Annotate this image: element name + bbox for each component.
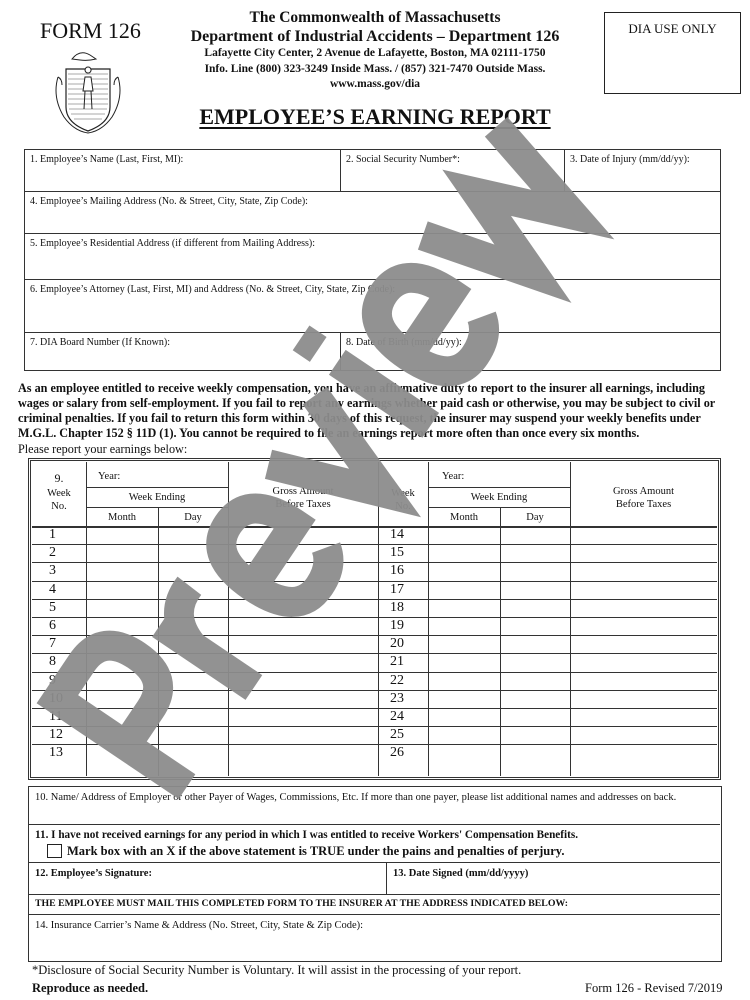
gross-amount-cell[interactable] [571,673,717,690]
week-number: 6 [49,618,56,633]
header-divider [32,526,717,528]
day-cell[interactable] [159,709,228,726]
month-cell[interactable] [429,527,500,544]
week-number: 21 [390,654,404,670]
day-cell[interactable] [501,636,570,653]
week-ending-label-right: Week Ending [470,492,528,503]
month-cell[interactable] [87,673,158,690]
gross-amount-cell[interactable] [229,636,378,653]
no-label: No. [395,501,411,512]
week-number: 17 [390,581,404,597]
report-earnings-instruction: Please report your earnings below: [18,442,188,456]
gross-amount-cell[interactable] [229,709,378,726]
week-ending-divider [428,507,570,508]
day-cell[interactable] [159,654,228,671]
day-cell[interactable] [501,527,570,544]
gross-amount-cell[interactable] [571,582,717,599]
day-cell[interactable] [501,654,570,671]
gross-amount-cell[interactable] [229,727,378,744]
gross-amount-cell[interactable] [571,618,717,635]
column-divider [378,462,379,776]
week-number: 4 [49,581,56,597]
column-divider [428,462,429,776]
week-label: Week [391,488,415,499]
month-cell[interactable] [87,582,158,599]
gross-amount-cell[interactable] [571,545,717,562]
date-of-birth-label: 8. Date of Birth (mm/dd/yy): [346,337,462,348]
week-number: 18 [390,599,404,615]
form-revision: Form 126 - Revised 7/2019 [585,981,723,995]
week-number: 23 [390,690,404,706]
gross-amount-cell[interactable] [229,745,378,776]
month-cell[interactable] [87,745,158,776]
day-cell[interactable] [159,727,228,744]
month-cell[interactable] [429,545,500,562]
employee-signature-field[interactable] [29,863,387,895]
month-cell[interactable] [429,673,500,690]
perjury-checkbox[interactable] [47,844,62,858]
gross-amount-cell[interactable] [229,691,378,708]
gross-amount-cell[interactable] [571,727,717,744]
month-cell[interactable] [87,709,158,726]
form-number: FORM 126 [40,18,141,43]
row-divider [32,617,717,618]
date-of-injury-field[interactable] [565,150,720,192]
row-divider [32,744,717,745]
agency-line-1: The Commonwealth of Massachusetts [249,9,501,26]
month-cell[interactable] [429,691,500,708]
column-divider [228,462,229,776]
dia-board-number-label: 7. DIA Board Number (If Known): [30,337,170,348]
residential-address-field[interactable] [25,234,720,280]
month-day-divider [500,507,501,776]
year-row-divider [86,487,228,488]
month-cell[interactable] [429,727,500,744]
month-cell[interactable] [87,527,158,544]
gross-amount-header-right [570,485,717,511]
day-cell[interactable] [501,618,570,635]
day-cell[interactable] [501,745,570,776]
date-signed-field[interactable] [387,863,720,895]
gross-amount-header-left [228,485,378,511]
insurance-carrier-label: 14. Insurance Carrier’s Name & Address (No. Street, City, State & Zip Code): [35,920,364,931]
row-divider [32,562,717,563]
row-divider [32,726,717,727]
agency-line-2: Department of Industrial Accidents – Department 126 [190,28,560,45]
row-divider [32,672,717,673]
day-cell[interactable] [159,563,228,580]
week-ending-divider [86,507,228,508]
week-number: 3 [49,563,56,579]
day-cell[interactable] [501,691,570,708]
month-label-right: Month [449,512,478,523]
week-label: Week [47,488,71,499]
month-day-divider [158,507,159,776]
week-number: 19 [390,618,404,633]
row-divider [32,708,717,709]
week-number: 10 [49,690,63,706]
month-cell[interactable] [429,745,500,776]
mailing-address-label: 4. Employee’s Mailing Address (No. & Street, City, State, Zip Code): [30,196,308,207]
day-cell[interactable] [159,545,228,562]
employer-signature-section [28,786,722,962]
day-cell[interactable] [159,600,228,617]
gross-amount-cell[interactable] [229,600,378,617]
affirmative-duty-notice: As an employee entitled to receive weekly compensation, you have an affirmative duty to report to the insurer all earnings, including wages or salary from self-employment. If you fail to report any earnings whether paid cash or otherwise, you may be subject to civil or criminal penalties. If you fail to return this form within 30 days of this request, the insurer may suspend your weekly benefits under M.G.L. Chapter 152 § 11D (1). You cannot be required to file an earnings report more often than once every six months. [18,381,715,440]
day-cell[interactable] [501,582,570,599]
month-cell[interactable] [429,709,500,726]
day-cell[interactable] [159,673,228,690]
day-cell[interactable] [159,691,228,708]
attorney-label: 6. Employee’s Attorney (Last, First, MI) and Address (No. & Street, City, State, Zip Code): [30,284,396,295]
year-row-divider [428,487,570,488]
gross-amount-cell[interactable] [229,582,378,599]
section-number: 9. [54,471,64,485]
row-divider [32,690,717,691]
row-divider [32,544,717,545]
gross-amount-cell[interactable] [571,527,717,544]
gross-amount-label: Gross Amount [613,486,674,497]
perjury-checkbox-label: Mark box with an X if the above statement is TRUE under the pains and penalties of perjury. [67,844,565,858]
week-number: 9 [49,672,56,688]
row-divider [32,581,717,582]
week-number: 2 [49,545,56,561]
day-cell[interactable] [501,673,570,690]
week-number: 24 [390,709,404,724]
agency-address: Lafayette City Center, 2 Avenue de Lafayette, Boston, MA 02111-1750 [204,47,546,59]
week-number: 5 [49,599,56,615]
week-number: 11 [49,709,63,724]
gross-amount-cell[interactable] [229,563,378,580]
month-cell[interactable] [87,636,158,653]
month-cell[interactable] [87,654,158,671]
month-cell[interactable] [429,600,500,617]
ssn-disclosure-footnote: *Disclosure of Social Security Number is Voluntary. It will assist in the processing of your report. [32,963,522,977]
month-cell[interactable] [429,563,500,580]
week-number: 16 [390,563,404,579]
mailing-address-field[interactable] [25,192,720,234]
insurance-carrier-field[interactable] [29,915,720,961]
no-label: No. [51,501,67,512]
month-cell[interactable] [87,600,158,617]
week-number: 12 [49,727,63,743]
dia-board-number-field[interactable] [25,333,341,370]
ssn-label: 2. Social Security Number*: [346,154,460,165]
day-cell[interactable] [501,600,570,617]
employer-address-field[interactable] [29,787,720,825]
week-number: 14 [390,527,404,542]
employer-address-label: 10. Name/ Address of Employer or other Payer of Wages, Commissions, Etc. If more than one payer, please list additional names and addresses on back. [35,792,677,803]
day-label-left: Day [184,512,202,523]
date-signed-label: 13. Date Signed (mm/dd/yyyy) [393,868,529,879]
day-cell[interactable] [159,636,228,653]
gross-amount-cell[interactable] [571,691,717,708]
week-no-header-left [36,487,82,513]
month-cell[interactable] [87,727,158,744]
week-number: 20 [390,636,404,652]
perjury-checkbox-row [35,843,714,859]
month-cell[interactable] [87,545,158,562]
before-taxes-label: Before Taxes [615,499,672,510]
gross-amount-cell[interactable] [571,600,717,617]
week-number: 1 [49,527,56,542]
employee-signature-label: 12. Employee’s Signature: [35,868,152,879]
week-number: 22 [390,672,404,688]
gross-amount-cell[interactable] [571,709,717,726]
ssn-field[interactable] [341,150,565,192]
day-cell[interactable] [501,563,570,580]
gross-amount-cell[interactable] [571,745,717,776]
day-cell[interactable] [159,527,228,544]
row-divider [32,635,717,636]
dia-use-only-label: DIA USE ONLY [628,21,717,36]
before-taxes-label: Before Taxes [275,499,331,510]
row-divider [32,653,717,654]
day-cell[interactable] [501,545,570,562]
gross-amount-cell[interactable] [229,527,378,544]
column-divider [570,462,571,776]
employee-name-label: 1. Employee’s Name (Last, First, MI): [30,154,184,165]
month-cell[interactable] [87,618,158,635]
agency-info-line: Info. Line (800) 323-3249 Inside Mass. / (857) 321-7470 Outside Mass. [204,62,546,75]
month-cell[interactable] [87,691,158,708]
week-number: 13 [49,745,63,761]
month-cell[interactable] [429,636,500,653]
day-cell[interactable] [159,745,228,776]
dia-use-only-box [604,12,741,94]
gross-amount-cell[interactable] [571,654,717,671]
column-divider [86,462,87,776]
week-number: 26 [390,745,404,761]
agency-website[interactable]: www.mass.gov/dia [329,78,421,90]
mail-instruction-text: THE EMPLOYEE MUST MAIL THIS COMPLETED FORM TO THE INSURER AT THE ADDRESS INDICATED BELOW: [35,898,568,909]
year-label-right[interactable]: Year: [442,471,465,482]
agency-header [168,8,582,93]
day-cell[interactable] [159,618,228,635]
date-of-birth-field[interactable] [341,333,720,370]
week-no-header-right [378,487,428,513]
day-cell[interactable] [501,727,570,744]
month-cell[interactable] [87,563,158,580]
gross-amount-cell[interactable] [229,618,378,635]
residential-address-label: 5. Employee’s Residential Address (if different from Mailing Address): [30,238,316,249]
month-cell[interactable] [429,618,500,635]
reproduce-note: Reproduce as needed. [32,981,149,995]
massachusetts-seal-icon [50,47,126,139]
week-number: 7 [49,636,56,652]
gross-amount-cell[interactable] [229,545,378,562]
day-cell[interactable] [501,709,570,726]
employee-name-field[interactable] [25,150,341,192]
gross-amount-cell[interactable] [229,673,378,690]
week-number: 8 [49,654,56,670]
attorney-field[interactable] [25,280,720,333]
week-number: 25 [390,727,404,743]
date-of-injury-label: 3. Date of Injury (mm/dd/yy): [570,154,690,165]
no-earnings-text: 11. I have not received earnings for any period in which I was entitled to receive Workers' Compensation Benefits. [35,829,578,841]
year-label-left[interactable]: Year: [98,471,121,482]
gross-amount-cell[interactable] [229,654,378,671]
page-title: EMPLOYEE’S EARNING REPORT [199,104,551,129]
employee-info-section [24,149,721,371]
mail-instruction [29,895,720,915]
gross-amount-cell[interactable] [571,563,717,580]
day-cell[interactable] [159,582,228,599]
month-label-left: Month [107,512,136,523]
month-cell[interactable] [429,582,500,599]
day-label-right: Day [526,512,544,523]
gross-amount-cell[interactable] [571,636,717,653]
row-divider [32,599,717,600]
no-earnings-statement [29,825,720,863]
gross-amount-label: Gross Amount [272,486,334,497]
earnings-table [28,458,721,780]
week-ending-label-left: Week Ending [128,492,186,503]
week-number: 15 [390,545,404,561]
month-cell[interactable] [429,654,500,671]
